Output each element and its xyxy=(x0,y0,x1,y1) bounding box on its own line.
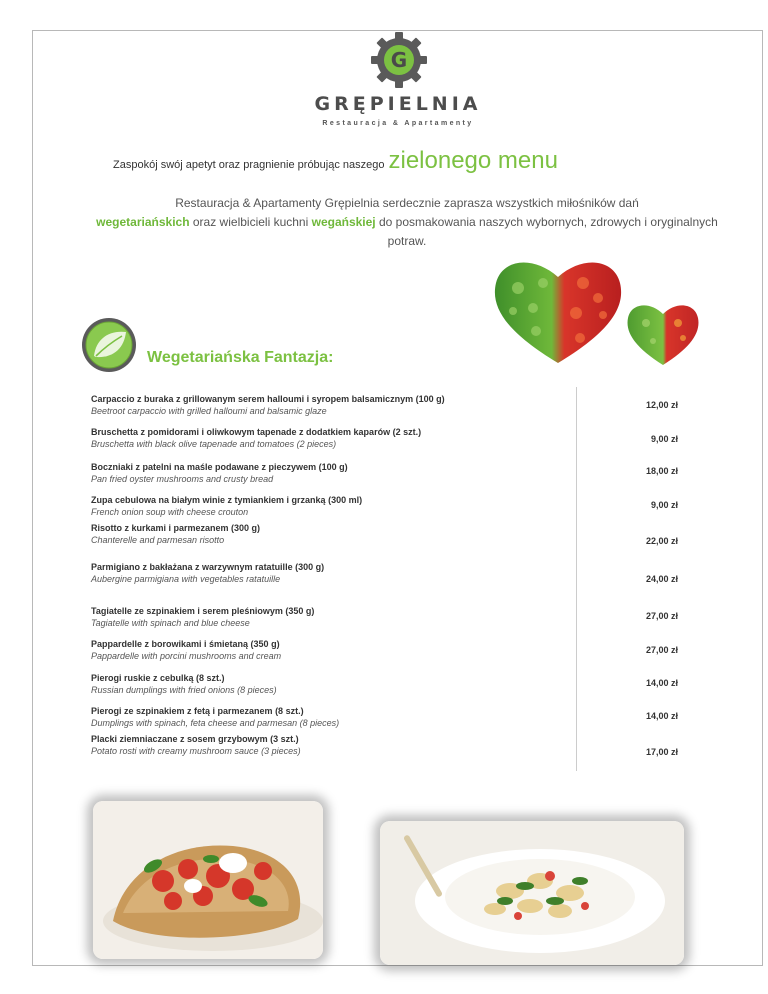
logo-mark-letter: G xyxy=(390,48,408,72)
menu-item-name-pl: Carpaccio z buraka z grillowanym serem halloumi i syropem balsamicznym (100 g) xyxy=(91,394,445,404)
menu-item-name-pl: Tagiatelle ze szpinakiem i serem pleśniowym (350 g) xyxy=(91,606,315,616)
menu-item-name-pl: Parmigiano z bakłażana z warzywnym ratatuille (300 g) xyxy=(91,562,325,572)
section-title: Wegetariańska Fantazja: xyxy=(147,349,334,366)
menu-item-price: 9,00 zł xyxy=(650,434,678,444)
menu-item-name-pl: Placki ziemniaczane z sosem grzybowym (3 szt.) xyxy=(91,734,299,744)
menu-item-name-en: Tagiatelle with spinach and blue cheese xyxy=(91,618,250,628)
menu-item xyxy=(91,605,561,629)
menu-item-name-en: Pan fried oyster mushrooms and crusty bread xyxy=(91,474,274,484)
menu-item-name-pl: Zupa cebulowa na białym winie z tymiankiem i grzanką (300 ml) xyxy=(91,495,363,505)
menu-item xyxy=(91,733,561,757)
menu-item-name-pl: Boczniaki z patelni na maśle podawane z pieczywem (100 g) xyxy=(91,462,348,472)
menu-item-name-pl: Pierogi ze szpinakiem z fetą i parmezanem (8 szt.) xyxy=(91,706,304,716)
menu-item xyxy=(91,494,561,518)
intro-green-2: wegańskiej xyxy=(311,215,376,229)
menu-item-price: 27,00 zł xyxy=(645,645,678,655)
menu-item xyxy=(91,705,561,729)
pasta-salad-photo xyxy=(380,821,684,965)
menu-item-price: 24,00 zł xyxy=(645,574,678,584)
menu-item-name-en: Russian dumplings with fried onions (8 pieces) xyxy=(91,685,277,695)
menu-item-name-pl: Pappardelle z borowikami i śmietaną (350 g) xyxy=(91,639,280,649)
tagline xyxy=(113,147,713,175)
menu-divider xyxy=(576,387,577,771)
logo-name: GRĘPIELNIA xyxy=(314,93,482,115)
menu-item xyxy=(91,561,561,585)
menu-item-price: 22,00 zł xyxy=(645,536,678,546)
menu-item xyxy=(91,393,561,417)
intro-paragraph xyxy=(87,194,727,251)
intro-part-3: do posmakowania naszych wybornych, zdrowych i oryginalnych potraw. xyxy=(375,215,718,248)
menu-item-name-en: Beetroot carpaccio with grilled halloumi and balsamic glaze xyxy=(91,406,327,416)
menu-item-price: 17,00 zł xyxy=(645,747,678,757)
menu-item xyxy=(91,426,561,450)
menu-item-price: 9,00 zł xyxy=(650,500,678,510)
menu-item xyxy=(91,638,561,662)
menu-item-name-en: Chanterelle and parmesan risotto xyxy=(91,535,225,545)
menu-item-name-pl: Pierogi ruskie z cebulką (8 szt.) xyxy=(91,673,225,683)
menu-item-name-pl: Risotto z kurkami i parmezanem (300 g) xyxy=(91,523,261,533)
menu-item-name-en: French onion soup with cheese crouton xyxy=(91,507,249,517)
gear-logo-icon xyxy=(370,31,428,89)
menu-item xyxy=(91,672,561,696)
vegetable-hearts-image xyxy=(488,253,718,371)
menu-item-name-en: Potato rosti with creamy mushroom sauce (3 pieces) xyxy=(91,746,301,756)
intro-part-1: Restauracja & Apartamenty Grępielnia serdecznie zaprasza wszystkich miłośników dań xyxy=(175,196,639,210)
menu-item xyxy=(91,522,561,546)
menu-item-name-pl: Bruschetta z pomidorami i oliwkowym tapenade z dodatkiem kaparów (2 szt.) xyxy=(91,427,422,437)
menu-item-price: 18,00 zł xyxy=(645,466,678,476)
menu-item-price: 14,00 zł xyxy=(645,678,678,688)
tagline-lead: Zaspokój swój apetyt oraz pragnienie próbując naszego xyxy=(113,159,385,171)
menu-item-name-en: Dumplings with spinach, feta cheese and parmesan (8 pieces) xyxy=(91,718,340,728)
menu-page xyxy=(32,30,763,966)
tagline-highlight: zielonego menu xyxy=(388,147,558,174)
logo-subtitle: Restauracja & Apartamenty xyxy=(322,120,474,127)
menu-item-name-en: Pappardelle with porcini mushrooms and cream xyxy=(91,651,282,661)
menu-item-price: 14,00 zł xyxy=(645,711,678,721)
menu-item-price: 27,00 zł xyxy=(645,611,678,621)
intro-green-1: wegetariańskich xyxy=(96,215,190,229)
intro-part-2: oraz wielbicieli kuchni xyxy=(189,215,312,229)
menu-item-price: 12,00 zł xyxy=(645,400,678,410)
menu-item-name-en: Aubergine parmigiana with vegetables ratatuille xyxy=(91,574,281,584)
bruschetta-photo xyxy=(93,801,323,959)
menu-item-name-en: Bruschetta with black olive tapenade and tomatoes (2 pieces) xyxy=(91,439,337,449)
menu-item xyxy=(91,461,561,485)
leaf-badge-icon xyxy=(80,316,138,374)
